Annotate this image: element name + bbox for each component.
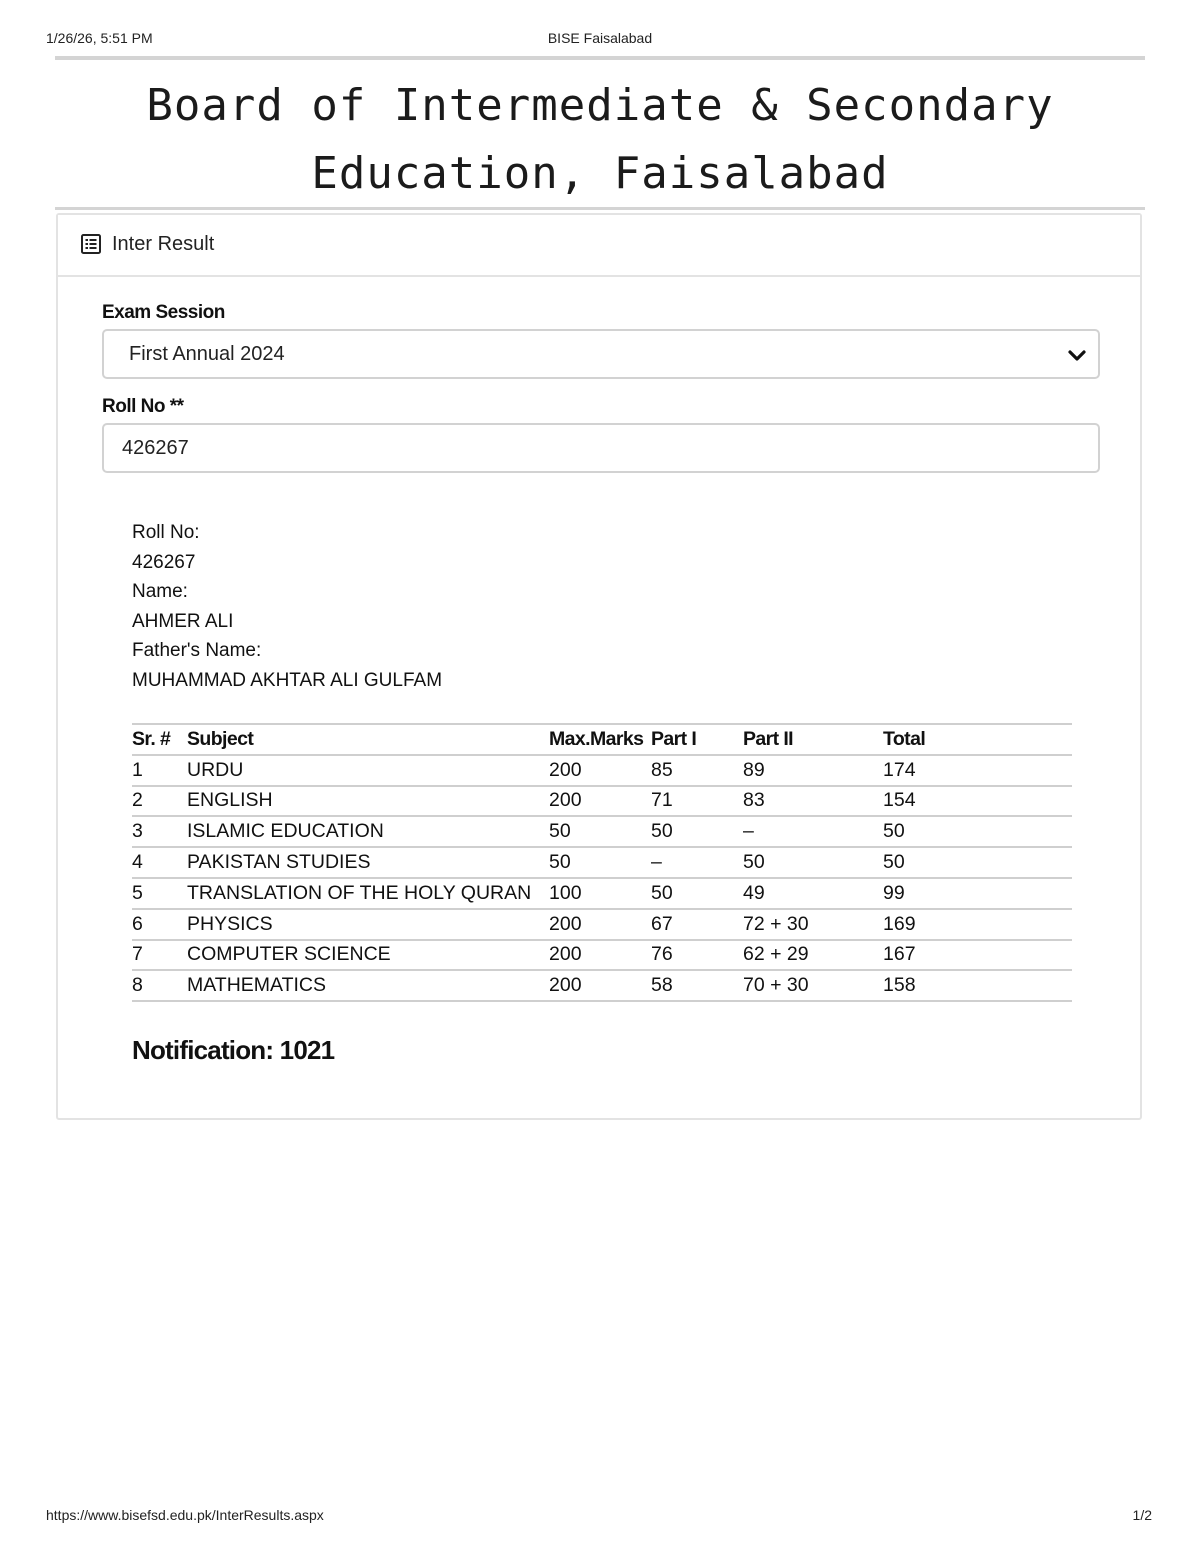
cell-max-marks: 200 [549,909,651,940]
cell-part-1: 85 [651,755,743,786]
exam-session-label: Exam Session [102,302,225,323]
cell-max-marks: 200 [549,940,651,971]
print-header [0,30,1200,48]
card-title: Inter Result [112,233,215,255]
cell-sr: 8 [132,970,187,1001]
cell-part-2: 62 + 29 [743,940,883,971]
roll-no-label: Roll No ** [102,396,184,417]
cell-max-marks: 200 [549,970,651,1001]
inter-result-card [56,213,1142,1120]
cell-subject: TRANSLATION OF THE HOLY QURAN [187,878,549,909]
name-label: Name: [132,581,188,603]
cell-total: 158 [883,970,1072,1001]
table-row [132,847,1072,878]
cell-part-1: 58 [651,970,743,1001]
table-row [132,755,1072,786]
roll-no-info-value: 426267 [132,551,196,573]
print-page-number: 1/2 [1132,1507,1152,1523]
cell-part-2: 72 + 30 [743,909,883,940]
cell-sr: 4 [132,847,187,878]
roll-no-value: 426267 [122,437,189,459]
father-name-label: Father's Name: [132,640,262,662]
table-row [132,786,1072,817]
cell-sr: 2 [132,786,187,817]
cell-part-2: – [743,816,883,847]
table-header-row [132,724,1072,755]
cell-max-marks: 50 [549,816,651,847]
chevron-down-icon [1066,344,1088,366]
table-row [132,878,1072,909]
table-row [132,970,1072,1001]
cell-total: 169 [883,909,1072,940]
cell-sr: 3 [132,816,187,847]
cell-sr: 5 [132,878,187,909]
cell-total: 167 [883,940,1072,971]
print-url: https://www.bisefsd.edu.pk/InterResults.aspx [46,1507,324,1523]
print-page-title: BISE Faisalabad [547,30,653,46]
exam-session-value: First Annual 2024 [129,343,285,365]
cell-sr: 7 [132,940,187,971]
roll-no-input[interactable] [102,423,1100,473]
cell-total: 50 [883,816,1072,847]
cell-part-1: 67 [651,909,743,940]
student-info [132,518,442,696]
cell-max-marks: 200 [549,755,651,786]
cell-max-marks: 100 [549,878,651,909]
cell-subject: MATHEMATICS [187,970,549,1001]
notification-number: Notification: 1021 [132,1035,335,1065]
cell-part-1: – [651,847,743,878]
col-header-sr: Sr. # [132,724,187,755]
col-header-total: Total [883,724,1072,755]
table-row [132,940,1072,971]
cell-part-1: 50 [651,816,743,847]
cell-sr: 6 [132,909,187,940]
cell-part-2: 70 + 30 [743,970,883,1001]
title-divider [55,207,1145,210]
top-divider [55,56,1145,60]
cell-part-2: 89 [743,755,883,786]
table-row [132,909,1072,940]
card-header [58,215,1140,277]
cell-subject: ENGLISH [187,786,549,817]
cell-sr: 1 [132,755,187,786]
cell-subject: PAKISTAN STUDIES [187,847,549,878]
cell-subject: COMPUTER SCIENCE [187,940,549,971]
cell-total: 50 [883,847,1072,878]
cell-subject: ISLAMIC EDUCATION [187,816,549,847]
cell-part-2: 50 [743,847,883,878]
cell-part-1: 50 [651,878,743,909]
col-header-part-2: Part II [743,724,883,755]
cell-part-2: 83 [743,786,883,817]
roll-no-info-label: Roll No: [132,522,200,543]
cell-subject: PHYSICS [187,909,549,940]
name-value: AHMER ALI [132,610,234,632]
cell-max-marks: 200 [549,786,651,817]
cell-part-2: 49 [743,878,883,909]
results-table [132,723,1072,1002]
list-icon [80,233,102,255]
cell-max-marks: 50 [549,847,651,878]
board-title [80,72,1120,208]
col-header-part-1: Part I [651,724,743,755]
exam-session-select[interactable] [102,329,1100,379]
table-row [132,816,1072,847]
print-date: 1/26/26, 5:51 PM [46,30,153,46]
col-header-max-marks: Max.Marks [549,724,651,755]
father-name-value: MUHAMMAD AKHTAR ALI GULFAM [132,669,443,691]
board-title-line-2: Education, Faisalabad [311,148,889,199]
cell-part-1: 71 [651,786,743,817]
cell-total: 99 [883,878,1072,909]
board-title-line-1: Board of Intermediate & Secondary [146,80,1054,131]
cell-subject: URDU [187,755,549,786]
cell-total: 174 [883,755,1072,786]
col-header-subject: Subject [187,724,549,755]
cell-part-1: 76 [651,940,743,971]
cell-total: 154 [883,786,1072,817]
